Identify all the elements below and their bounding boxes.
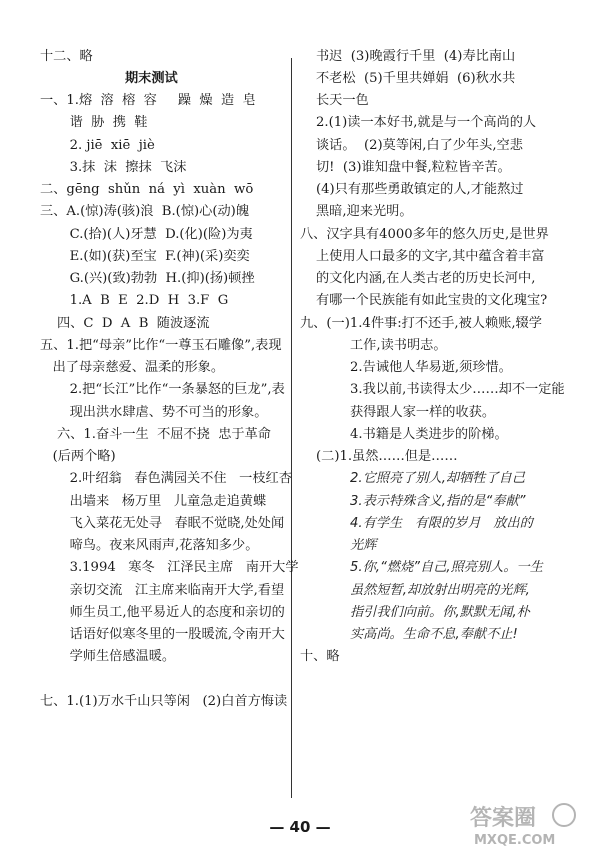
left-line: C.(拾)(人)牙慧 D.(化)(险)为夷 (57, 227, 253, 242)
right-line: 八、汉字具有4000多年的悠久历史,是世界 (300, 227, 549, 242)
left-line: 现出洪水肆虐、势不可当的形象。 (57, 405, 268, 420)
left-line: 一、1.熔 溶 榕 容 躁 燥 造 皂 (40, 93, 256, 108)
watermark-en: MXQE.COM (474, 833, 556, 848)
right-line: 的文化内涵,在人类古老的历史长河中, (316, 271, 536, 286)
watermark-logo (466, 801, 584, 849)
left-line: 五、1.把“母亲”比作“一尊玉石雕像”,表现 (40, 338, 282, 353)
right-line: 谈话。 (2)莫等闲,白了少年头,空悲 (316, 138, 523, 153)
left-line: (后两个略) (40, 449, 116, 464)
left-line: 亲切交流 江主席来临南开大学,看望 (57, 583, 285, 598)
right-line: 指引我们向前。你,默默无闻,朴 (350, 605, 530, 620)
right-line: 书迟 (3)晚霞行千里 (4)寿比南山 (316, 49, 516, 64)
left-line: 期末测试 (125, 71, 178, 86)
left-line: 学师生倍感温暖。 (57, 649, 176, 664)
right-line: 2.它照亮了别人,却牺牲了自己 (350, 471, 526, 486)
right-line: 九、(一)1.4件事:打不还手,被人赖账,辍学 (300, 316, 542, 331)
watermark-cn: 答案圈 (470, 806, 537, 831)
left-line: 3.抹 沫 擦抹 飞沫 (57, 160, 187, 175)
column-divider (291, 58, 292, 798)
right-line: 长天一色 (316, 93, 369, 108)
right-line: 2.告诫他人华易逝,须珍惜。 (350, 360, 512, 375)
left-line: 四、C D A B 随波逐流 (57, 316, 210, 331)
right-line: 虽然短暂,却放射出明亮的光辉, (350, 583, 530, 598)
left-line: 2. jiē xiē jiè (57, 138, 155, 153)
right-line: 切! (3)谁知盘中餐,粒粒皆辛苦。 (316, 160, 511, 175)
right-line: 3.我以前,书读得太少……却不一定能 (350, 382, 565, 397)
left-line: 十二、略 (40, 49, 93, 64)
left-line: 六、1.奋斗一生 不屈不挠 忠于革命 (57, 427, 271, 442)
left-line: 出墙来 杨万里 儿童急走追黄蝶 (57, 494, 267, 509)
right-line: 3.表示特殊含义,指的是“奉献” (350, 494, 526, 509)
right-line: 不老松 (5)千里共婵娟 (6)秋水共 (316, 71, 516, 86)
left-line: 2.叶绍翁 春色满园关不住 一枝红杏 (57, 471, 292, 486)
left-line: 三、A.(惊)涛(骇)浪 B.(惊)心(动)魄 (40, 204, 250, 219)
right-line: (二)1.虽然……但是…… (316, 449, 458, 464)
left-line: 啼鸟。夜来风雨声,花落知多少。 (57, 538, 259, 553)
left-line: 七、1.(1)万水千山只等闲 (2)白首方悔读 (40, 694, 288, 709)
left-line: 2.把“长江”比作“一条暴怒的巨龙”,表 (57, 382, 285, 397)
page-number: — 40 — (269, 818, 331, 836)
right-line: 实高尚。生命不息,奉献不止! (350, 627, 518, 642)
left-line: 3.1994 寒冬 江泽民主席 南开大学 (57, 560, 299, 575)
left-line: 谐 胁 携 鞋 (57, 115, 148, 130)
right-line: 有哪一个民族能有如此宝贵的文化瑰宝? (316, 293, 548, 308)
left-line: 二、gēng shǔn ná yì xuàn wō (40, 182, 254, 197)
right-line: 上使用人口最多的文字,其中蕴含着丰富 (316, 249, 545, 264)
right-line: 黑暗,迎来光明。 (316, 204, 413, 219)
left-line: 飞入菜花无处寻 春眠不觉晓,处处闻 (57, 516, 285, 531)
right-line: 4.有学生 有限的岁月 放出的 (350, 516, 533, 531)
right-line: 获得跟人家一样的收获。 (350, 405, 496, 420)
left-line: 出了母亲慈爱、温柔的形象。 (40, 360, 225, 375)
left-line: E.(如)(获)至宝 F.(神)(采)奕奕 (57, 249, 250, 264)
left-line: 师生员工,他平易近人的态度和亲切的 (57, 605, 285, 620)
left-line: 1.A B E 2.D H 3.F G (57, 293, 229, 308)
right-line: 4.书籍是人类进步的阶梯。 (350, 427, 508, 442)
right-line: 工作,读书明志。 (350, 338, 447, 353)
left-line: G.(兴)(致)勃勃 H.(抑)(扬)顿挫 (57, 271, 255, 286)
right-line: 光辉 (350, 538, 377, 553)
right-line: (4)只有那些勇敢镇定的人,才能熬过 (316, 182, 524, 197)
right-line: 十、略 (300, 649, 340, 664)
right-line: 2.(1)读一本好书,就是与一个高尚的人 (316, 115, 537, 130)
left-line: 话语好似寒冬里的一股暖流,令南开大 (57, 627, 285, 642)
right-line: 5.你,“燃烧”自己,照亮别人。一生 (350, 560, 543, 575)
